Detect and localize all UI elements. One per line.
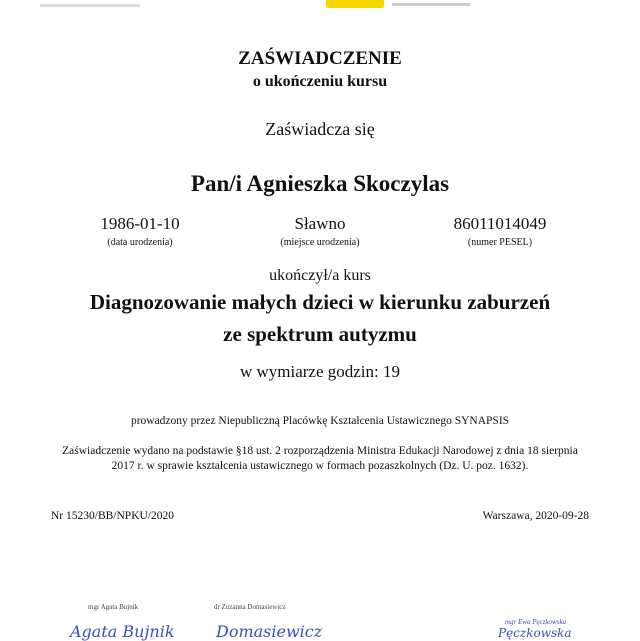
birth-place-label: (miejsce urodzenia)	[280, 237, 360, 248]
signatory-name-3: mgr Ewa Pęczkowska	[505, 618, 567, 626]
signatory-name-1: mgr Agata Bujnik	[88, 603, 139, 611]
signature-3: Pęczkowska	[498, 626, 572, 640]
legal-basis-line1: Zaświadczenie wydano na podstawie §18 ust. 2 rozporządzenia Ministra Edukacji Narodowej z dnia 18 sierpnia	[62, 445, 578, 457]
document-subtitle: o ukończeniu kursu	[252, 73, 388, 90]
pesel: 86011014049	[453, 214, 547, 233]
certifies-text: Zaświadcza się	[265, 119, 375, 139]
birth-date-label: (data urodzenia)	[107, 237, 173, 248]
signature-2: Domasiewicz	[216, 622, 323, 641]
recipient-name: Pan/i Agnieszka Skoczylas	[190, 171, 450, 196]
certificate-number: Nr 15230/BB/NPKU/2020	[51, 510, 174, 522]
header-logo-badge	[326, 0, 384, 8]
conducted-by: prowadzony przez Niepubliczną Placówkę Kształcenia Ustawicznego SYNAPSIS	[130, 415, 510, 427]
birth-place: Sławno	[294, 214, 346, 233]
course-title-line2: ze spektrum autyzmu	[223, 322, 417, 346]
completed-text: ukończył/a kurs	[269, 267, 371, 284]
header-logo-right	[392, 0, 470, 6]
birth-date: 1986-01-10	[100, 214, 180, 233]
document-title: ZAŚWIADCZENIE	[238, 48, 402, 69]
course-title-line1: Diagnozowanie małych dzieci w kierunku zaburzeń	[89, 290, 551, 314]
signature-1: Agata Bujnik	[70, 622, 175, 641]
course-hours: w wymiarze godzin: 19	[239, 362, 401, 381]
legal-basis-line2: 2017 r. w sprawie kształcenia ustawicznego w formach pozaszkolnych (Dz. U. poz. 1632).	[111, 460, 529, 472]
place-and-date: Warszawa, 2020-09-28	[482, 510, 589, 522]
signatory-name-2: dr Zuzanna Domasiewicz	[214, 603, 286, 611]
header-logo-left	[40, 0, 140, 7]
pesel-label: (numer PESEL)	[467, 237, 533, 248]
